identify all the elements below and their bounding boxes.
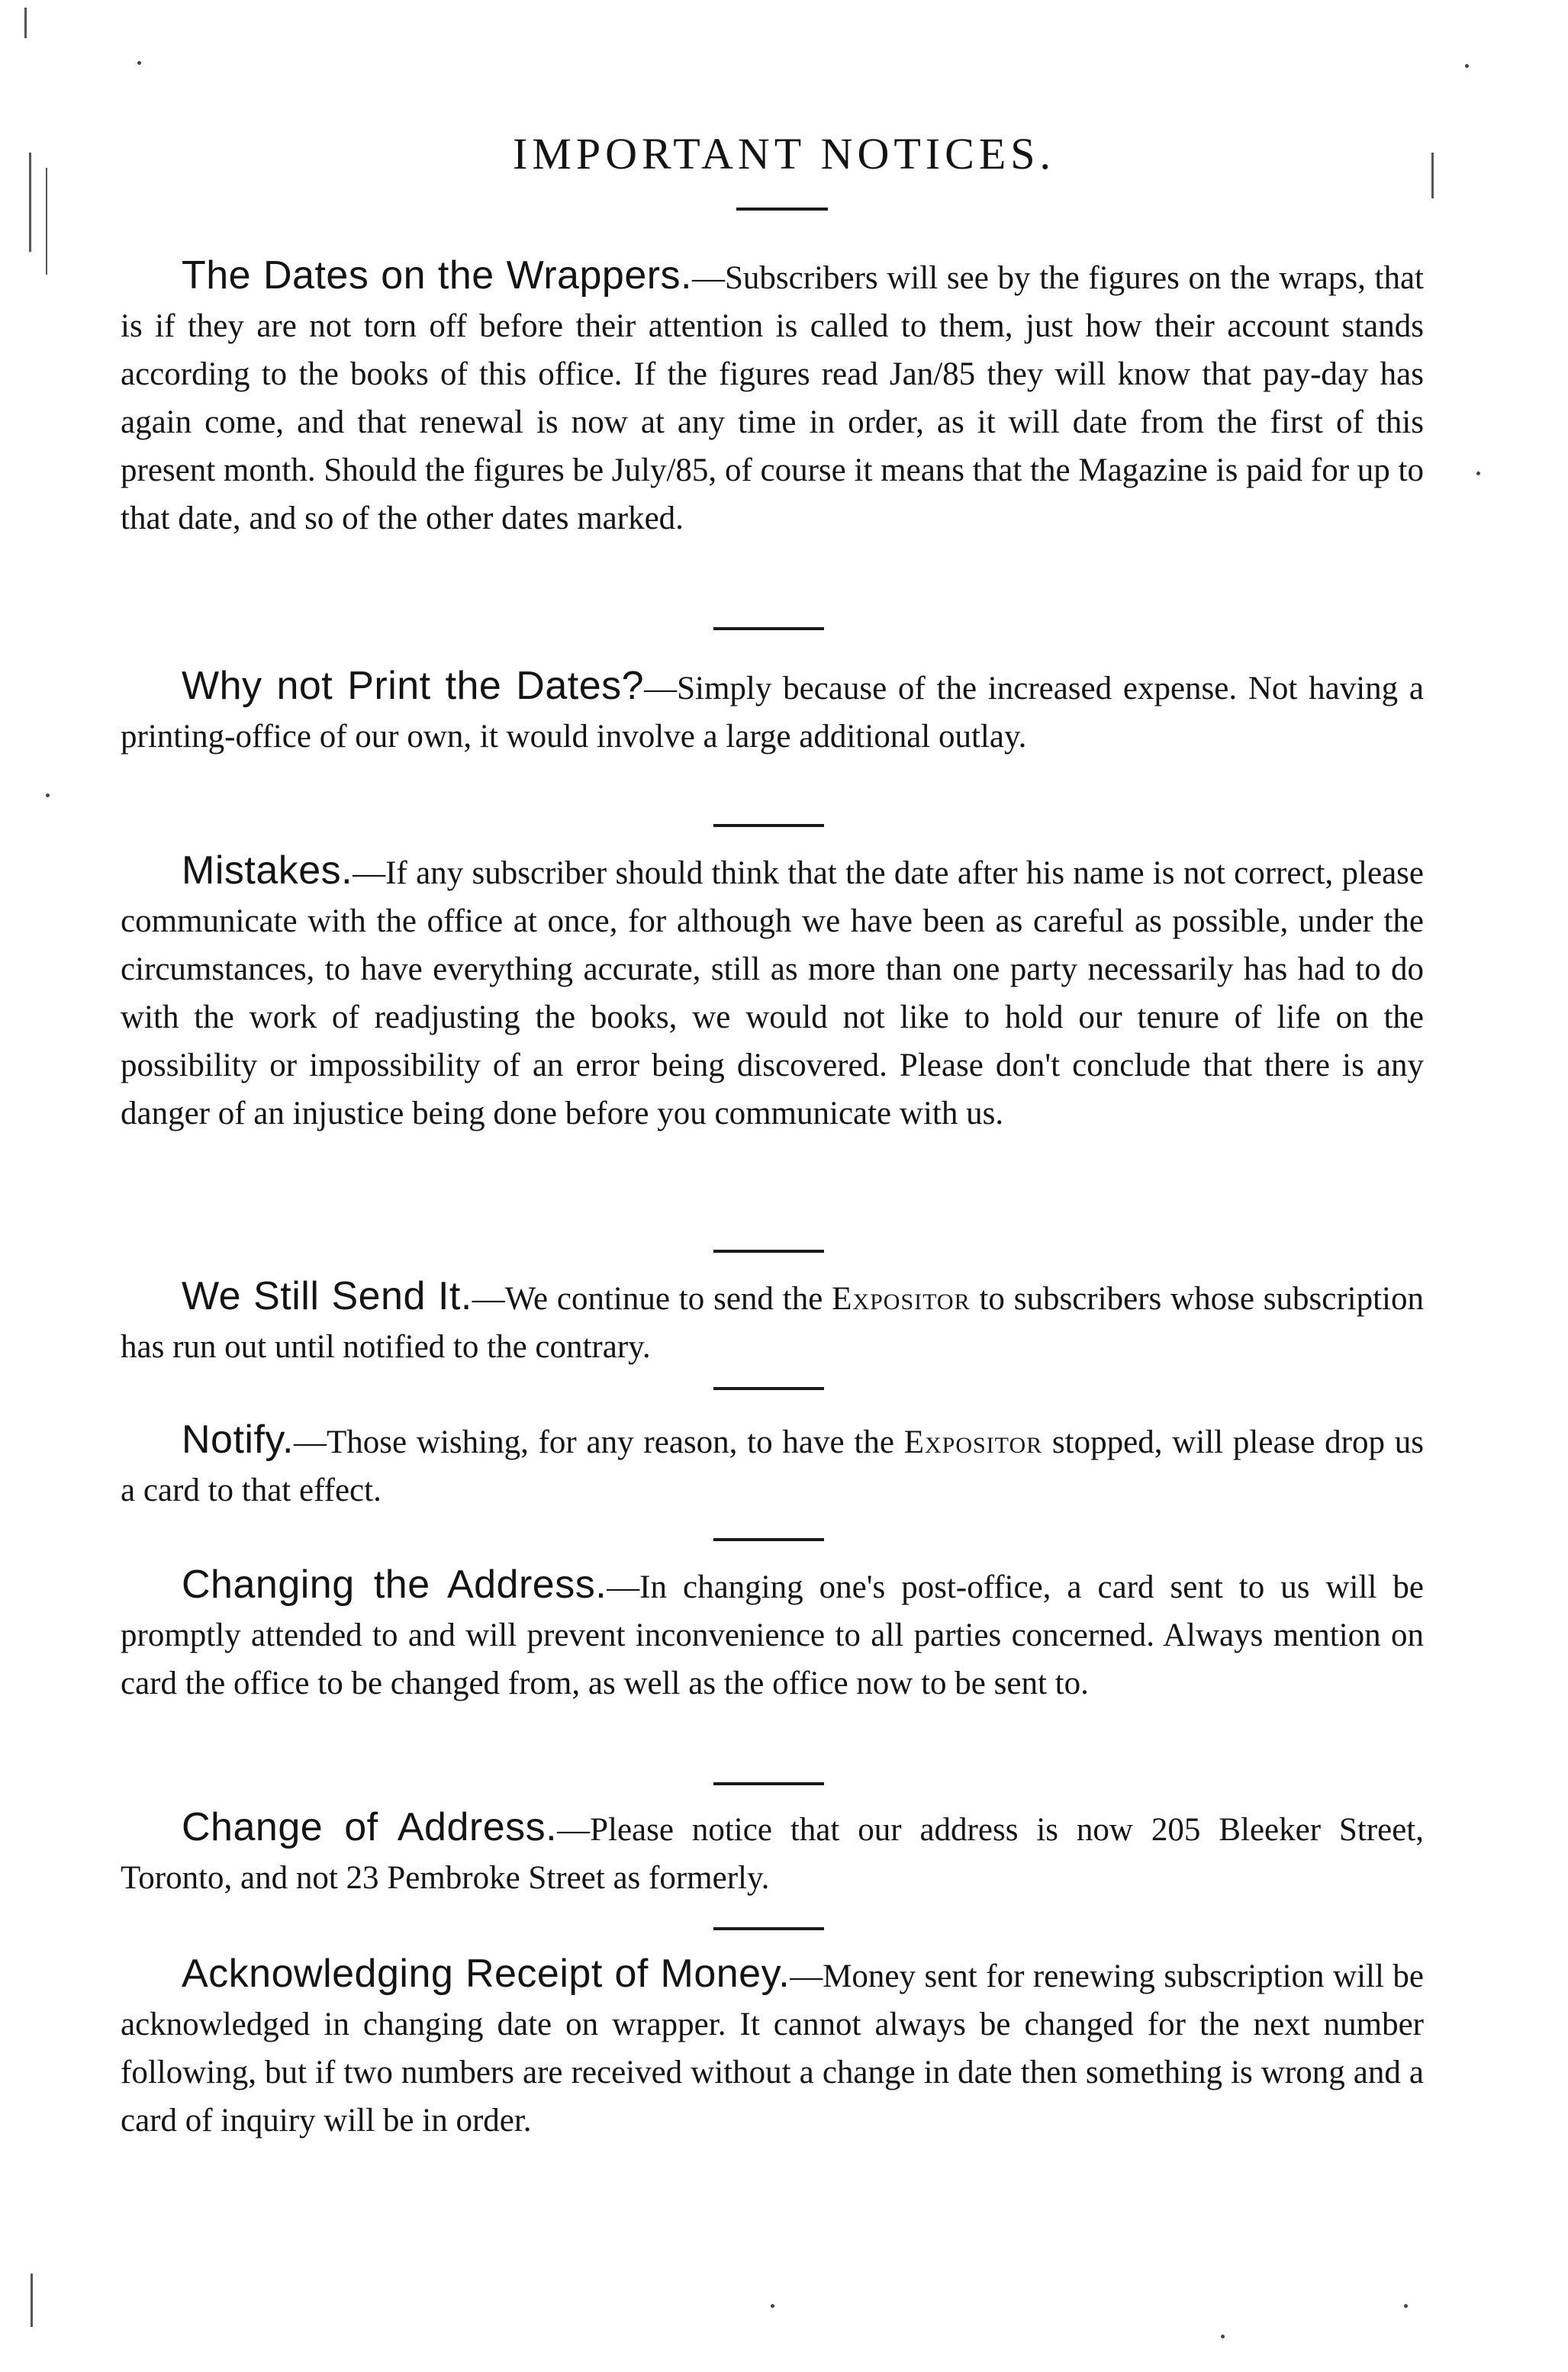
notice-heading: Acknowledging Receipt of Money. [182, 1952, 790, 1996]
notice-heading: Notify. [182, 1418, 295, 1462]
scan-speck [1476, 472, 1480, 475]
scan-mark [24, 8, 27, 38]
notice-body: —If any subscriber should think that the date after his name is not correct, please communicate with the office at once, for although we have been as careful as possible, under the circumstances, to have everything accurate, still as more than one party necessarily has had to do with the work of readjusting the books, we would not like to hold our tenure of life on the possibility or impossibility of an error being discovered. Please don't conclude that there is any danger of an injustice being done before you communicate with us. [121, 855, 1424, 1131]
scan-speck [1404, 2304, 1408, 2308]
section-rule [713, 824, 824, 827]
notice-we-still-send-it [121, 1273, 1424, 1371]
notice-acknowledging-receipt [121, 1950, 1424, 2145]
notice-mistakes [121, 847, 1424, 1138]
notice-heading: Change of Address. [182, 1805, 558, 1849]
section-rule [713, 1387, 824, 1390]
notice-heading: Mistakes. [182, 848, 353, 893]
notice-notify [121, 1416, 1424, 1514]
notice-body: —Subscribers will see by the figures on the wraps, that is if they are not torn off before their attention is called to them, just how their account stands according to the books of this office. If the figures read Jan/85 they will know that pay-day has again come, and that renewal is now at any time in order, as it will date from the first of this present month. Should the figures be July/85, of course it means that the Magazine is paid for up to that date, and so of the other dates marked. [121, 260, 1425, 536]
notice-body-start: —Those wishing, for any reason, to have the [294, 1424, 904, 1460]
notice-body: —Money sent for renewing subscription will be acknowledged in changing date on wrapper. It cannot always be changed for the next number following, but if two numbers are received without a change in date then something is wrong and a card of inquiry will be in order. [121, 1958, 1425, 2139]
scan-mark [29, 153, 31, 252]
notice-changing-address [121, 1561, 1424, 1707]
section-rule [713, 1250, 824, 1253]
section-rule [713, 1927, 824, 1930]
section-rule [713, 1538, 824, 1541]
magazine-name: Expositor [903, 1424, 1043, 1460]
scan-mark [46, 168, 47, 275]
notice-body-end: stopped, will please drop us a card to that effect. [121, 1424, 1424, 1508]
notice-body: —Simply because of the increased expense. Not having a printing-office of our own, it would involve a large additional outlay. [121, 671, 1425, 755]
scan-mark [31, 2274, 33, 2327]
notice-heading: The Dates on the Wrappers. [182, 253, 693, 298]
scan-speck [137, 61, 141, 65]
notice-heading: We Still Send It. [182, 1274, 472, 1318]
notice-dates-on-wrappers [121, 252, 1424, 542]
notice-why-not-print [121, 662, 1424, 761]
notice-change-of-address [121, 1804, 1424, 1902]
scan-speck [771, 2304, 774, 2308]
notice-heading: Why not Print the Dates? [182, 664, 645, 708]
notice-body-end: to subscribers whose subscription has run out until notified to the contrary. [121, 1281, 1425, 1365]
magazine-name: Expositor [832, 1281, 971, 1317]
scan-speck [1221, 2335, 1225, 2338]
page-title: IMPORTANT NOTICES. [512, 129, 1056, 179]
notice-body-start: —We continue to send the [472, 1281, 832, 1317]
scan-mark [1431, 153, 1434, 198]
section-rule [713, 1782, 824, 1785]
notice-body: —Please notice that our address is now 205 Bleeker Street, Toronto, and not 23 Pembroke Street as formerly. [121, 1812, 1424, 1896]
scan-speck [1465, 64, 1469, 68]
title-rule [736, 208, 828, 211]
notice-heading: Changing the Address. [182, 1563, 607, 1607]
scan-speck [46, 793, 50, 797]
section-rule [713, 627, 824, 630]
notice-body: —In changing one's post-office, a card sent to us will be promptly attended to and will prevent inconvenience to all parties concerned. Always mention on card the office to be changed from, as well as the office now to be sent to. [121, 1569, 1424, 1701]
